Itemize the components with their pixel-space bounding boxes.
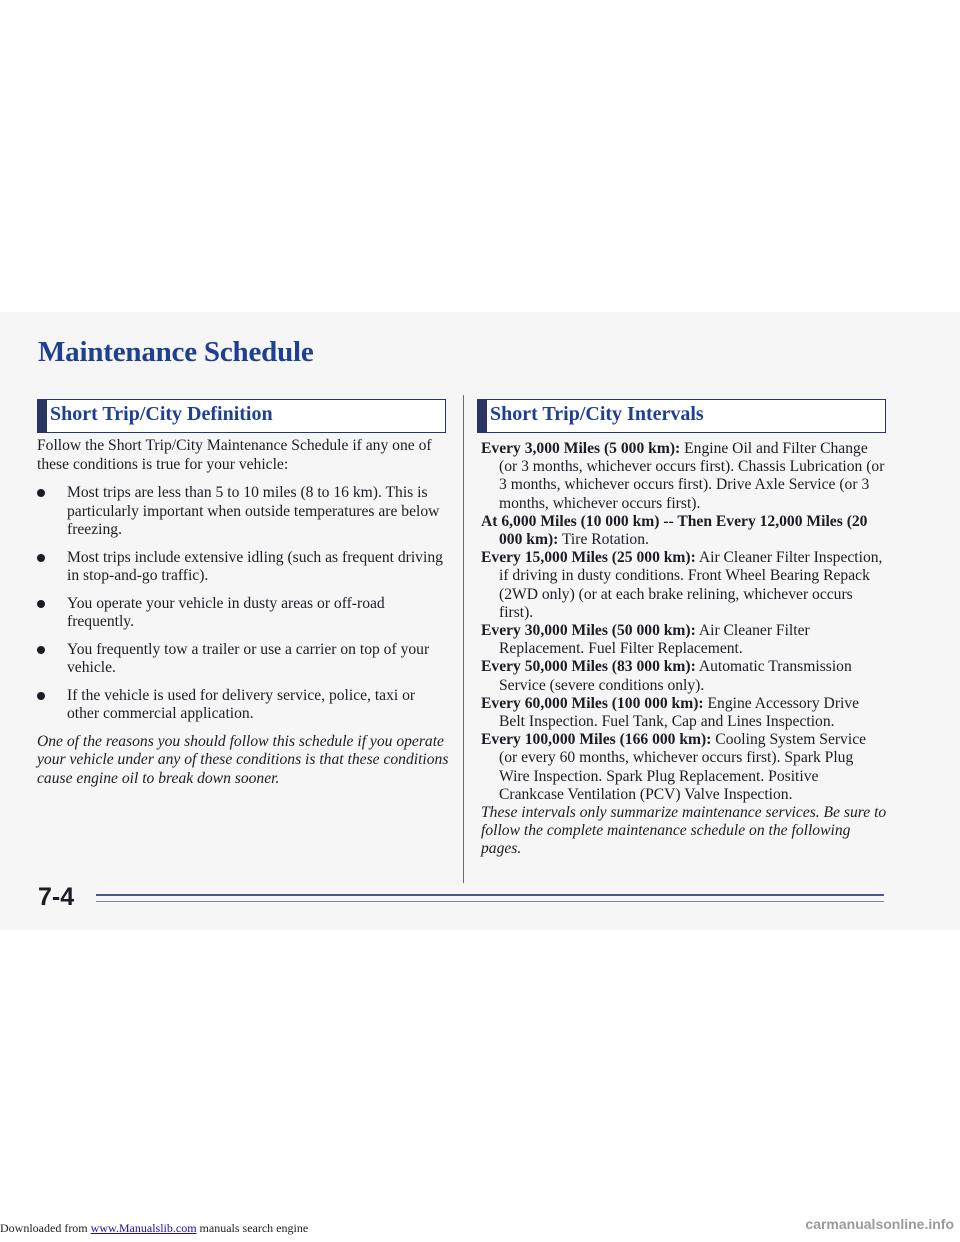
definition-note: One of the reasons you should follow this schedule if you operate your vehicle under any of these conditions is that these conditions cause engine oil to break down sooner. xyxy=(37,732,449,787)
interval-entry: Every 3,000 Miles (5 000 km): Engine Oil and Filter Change (or 3 months, whichever occurs first). Chassis Lubrication (or 3 months, whichever occurs first). Drive Axle Service (or 3 months, whichever occurs first). xyxy=(481,440,885,512)
condition-list xyxy=(37,484,449,724)
condition-item: Most trips include extensive idling (such as frequent driving in stop-and-go traffic). xyxy=(37,549,449,586)
page-number: 7-4 xyxy=(38,883,75,911)
interval-entry: Every 100,000 Miles (166 000 km): Cooling System Service (or every 60 months, whichever occurs first). Spark Plug Wire Inspection. Spark Plug Replacement. Positive Crankcase Ventilation (PCV) Valve Inspection. xyxy=(481,731,867,803)
column-divider xyxy=(463,395,464,883)
manualslib-link[interactable]: www.Manualslib.com xyxy=(90,1221,197,1235)
footer-rule xyxy=(96,894,884,896)
bullet-icon xyxy=(37,554,45,562)
intervals-note: These intervals only summarize maintenance services. Be sure to follow the complete maintenance schedule on the following pages. xyxy=(481,804,887,858)
condition-item: You frequently tow a trailer or use a carrier on top of your vehicle. xyxy=(37,641,449,678)
footer-rule-thin xyxy=(96,901,884,902)
definition-intro: Follow the Short Trip/City Maintenance Schedule if any one of these conditions is true for your vehicle: xyxy=(37,437,432,473)
footer-prefix: Downloaded from xyxy=(0,1221,91,1235)
bullet-icon xyxy=(37,489,45,497)
interval-entry: At 6,000 Miles (10 000 km) -- Then Every 12,000 Miles (20 000 km): Tire Rotation. xyxy=(481,512,868,549)
intervals-heading-box xyxy=(477,399,886,433)
definition-column xyxy=(37,437,449,788)
interval-entry: Every 50,000 Miles (83 000 km): Automatic Transmission Service (severe conditions only). xyxy=(481,658,852,694)
interval-entry: Every 30,000 Miles (50 000 km): Air Cleaner Filter Replacement. Fuel Filter Replacement. xyxy=(481,622,810,658)
watermark-brand: carmanualsonline.info xyxy=(805,1216,954,1232)
heading-bar xyxy=(38,400,47,432)
interval-entry: Every 15,000 Miles (25 000 km): Air Cleaner Filter Inspection, if driving in dusty conditions. Front Wheel Bearing Repack (2WD only) (or at each brake relining, whichever occurs first). xyxy=(481,549,883,621)
intervals-column xyxy=(481,440,887,859)
page-title: Maintenance Schedule xyxy=(38,336,314,368)
footer-suffix: manuals search engine xyxy=(196,1221,309,1235)
condition-item: Most trips are less than 5 to 10 miles (8 to 16 km). This is particularly important when outside temperatures are below freezing. xyxy=(37,484,449,540)
definition-heading: Short Trip/City Definition xyxy=(50,403,273,425)
bullet-icon xyxy=(37,600,45,608)
interval-entry: Every 60,000 Miles (100 000 km): Engine Accessory Drive Belt Inspection. Fuel Tank, Cap and Lines Inspection. xyxy=(481,694,860,731)
heading-bar xyxy=(478,400,487,432)
download-footer xyxy=(0,1216,960,1236)
bullet-icon xyxy=(37,646,45,654)
definition-heading-box xyxy=(37,399,446,433)
bullet-icon xyxy=(37,692,45,700)
intervals-heading: Short Trip/City Intervals xyxy=(490,403,704,425)
condition-item: If the vehicle is used for delivery service, police, taxi or other commercial application. xyxy=(37,687,449,724)
condition-item: You operate your vehicle in dusty areas or off-road frequently. xyxy=(37,595,449,632)
